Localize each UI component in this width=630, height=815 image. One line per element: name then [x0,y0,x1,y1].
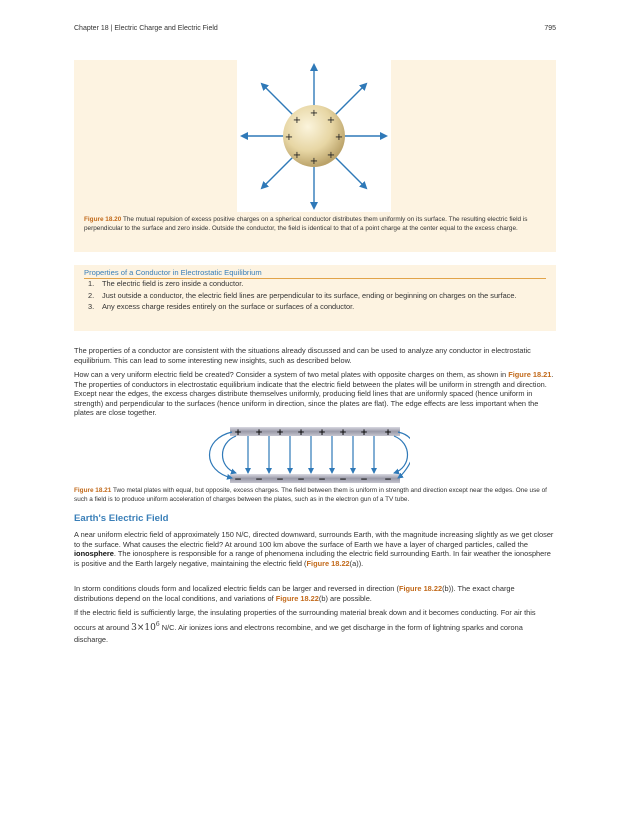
plate-charge-plus: + [339,428,347,438]
plate-charge-minus: − [318,475,326,485]
body-paragraph: The properties of a conductor are consistent with the situations already discussed and can be used to analyze any conductor in electrostatic equilibrium. This can lead to some interesting new insights, such as described below. [74,346,531,365]
figure-link[interactable]: Figure 18.22 [306,558,350,568]
plate-charge-plus: + [318,428,326,438]
math-base: 3×10 [131,623,156,633]
charge-plus: + [284,132,294,143]
list-item [88,291,540,301]
plate-charge-plus: + [234,428,242,438]
text-run: (b) are possible. [318,593,372,603]
text-run: In storm conditions clouds form and localized electric fields can be larger and reversed in direction ( [74,584,399,593]
plate-charge-plus: + [360,428,368,438]
charge-plus: + [326,150,336,161]
properties-list [88,279,540,314]
parallel-plates-figure [200,425,410,485]
charge-plus: + [334,132,344,143]
charge-plus: + [292,115,302,126]
text-run: (a)). [349,558,364,568]
plate-charge-minus: − [234,475,242,485]
figure-link[interactable]: Figure 18.22 [275,593,319,603]
text-run: A near uniform electric field of approximately 150 N/C, directed downward, surrounds Earth, with the magnitude increasing slightly as we get closer to the surface. What causes the electric field? At around 100 km above the surface of Earth we have a layer of charged particles, called the [74,530,554,549]
charged-sphere-diagram [237,60,391,212]
text-run: . The properties of conductors in electrostatic equilibrium indicate that the electric field between the plates will be uniform in strength and direction. Except near the edges, the excess charges distribute themselves uniformly, producing field lines that are uniformly spaced (hence uniform in strength) and perpendicular to the surfaces (hence uniform in direction, since the plates are flat). The edge effects are less important when the plates are close together. [74,370,554,418]
page-header [74,25,556,37]
math-exponent: 6 [155,621,160,628]
item-text: Any excess charge resides entirely on the surface or surfaces of a conductor. [102,302,355,312]
figure-link[interactable]: Figure 18.21 [508,370,552,379]
charge-plus: + [292,150,302,161]
figure-link[interactable]: Figure 18.22 [398,584,443,593]
plate-charge-minus: − [255,475,263,485]
body-paragraph [74,584,556,603]
caption-text: The mutual repulsion of excess positive charges on a spherical conductor distributes them uniformly on its surface. The resulting electric field is perpendicular to the surface and zero inside. Outside the conductor, the field is identical to that of a point charge at the center equal to the excess charge. [84,216,528,232]
item-number: 3. [88,302,95,312]
math-expression [131,623,160,633]
plate-charge-minus: − [384,475,392,485]
figure-label: Figure 18.21 [74,487,112,494]
body-paragraph [74,530,556,568]
body-paragraph [74,607,556,646]
section-title: Earth's Electric Field [74,513,169,524]
text-run: (b)). The exact charge distributions depend on the local conditions, and variations of [74,584,515,603]
parallel-plates-diagram [200,425,410,485]
key-term: ionosphere [74,549,114,559]
plate-charge-minus: − [360,475,368,485]
properties-title: Properties of a Conductor in Electrostatic Equilibrium [84,268,546,279]
text-run: How can a very uniform electric field be created? Consider a system of two metal plates with opposite charges on them, as shown in [74,370,509,379]
charge-plus: + [326,115,336,126]
figure-18-20-caption [84,216,546,233]
charged-sphere-figure [237,60,391,212]
plate-charge-plus: + [255,428,263,438]
list-item [88,279,540,289]
charge-plus: + [309,156,319,167]
text-run: If the electric field is sufficiently large, the insulating properties of the surrounding material break down and it becomes conducting. For air this occurs at around [74,608,536,632]
item-text: The electric field is zero inside a conductor. [102,279,244,288]
chapter-title: Chapter 18 | Electric Charge and Electric Field [74,25,218,32]
plate-charge-minus: − [276,475,284,485]
body-paragraph [74,370,556,418]
plate-charge-minus: − [339,475,347,485]
plate-charge-plus: + [297,428,305,438]
properties-box [74,265,556,331]
page-number: 795 [544,25,556,32]
item-number: 2. [88,290,95,300]
figure-18-21-caption [74,487,556,504]
caption-text: Two metal plates with equal, but opposite, excess charges. The field between them is uniform in strength and direction except near the edges. One use of such a field is to produce uniform acceleration of charges between the plates, such as in the electron gun of a TV tube. [74,487,547,503]
plate-charge-plus: + [384,428,392,438]
figure-18-20-box [74,60,556,252]
list-item [88,302,540,312]
text-run: . The ionosphere is responsible for a range of phenomena including the electric field surrounding Earth. In fair weather the ionosphere is positive and the Earth largely negative, maintaining the electric field ( [74,549,551,568]
item-text: Just outside a conductor, the electric field lines are perpendicular to its surface, ending or beginning on charges on the surface. [102,290,517,300]
plate-charge-minus: − [297,475,305,485]
text-run: N/C. Air ionizes ions and electrons recombine, and we get discharge in the form of lightning sparks and corona discharge. [74,623,523,644]
charge-plus: + [309,108,319,119]
plate-charge-plus: + [276,428,284,438]
figure-label: Figure 18.20 [84,216,122,223]
item-number: 1. [88,279,95,288]
